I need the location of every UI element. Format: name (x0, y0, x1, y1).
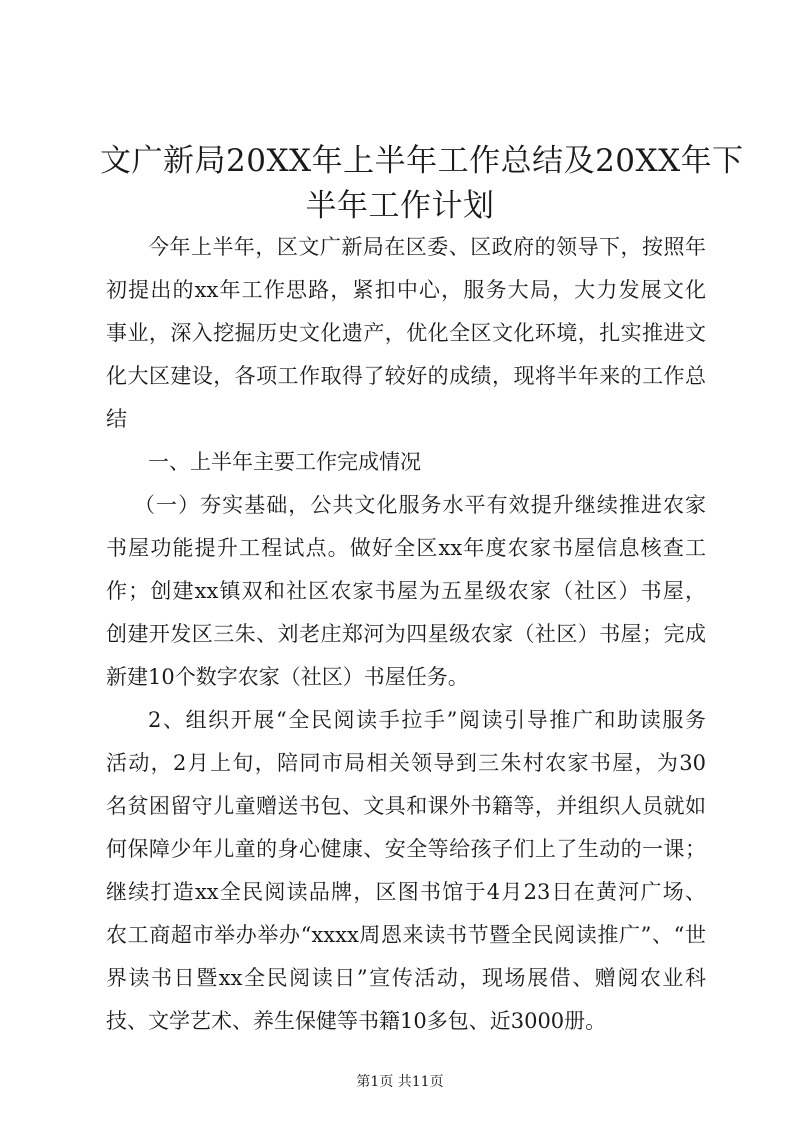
paragraph-line: 活动，2月上旬，陪同市局相关领导到三朱村农家书屋，为30 (106, 751, 706, 775)
page-footer: 第1页 共11页 (356, 1074, 444, 1090)
paragraph-line: 书屋功能提升工程试点。做好全区xx年度农家书屋信息核查工 (106, 536, 706, 560)
paragraph-line: 技、文学艺术、养生保健等书籍10多包、近3000册。 (106, 1009, 607, 1033)
document-title-line-1: 文广新局20XX年上半年工作总结及20XX年下 (100, 143, 744, 179)
intro-line: 初提出的xx年工作思路，紧扣中心，服务大局，大力发展文化 (106, 278, 706, 302)
paragraph-line: 界读书日暨xx全民阅读日”宣传活动，现场展借、赠阅农业科 (106, 966, 706, 990)
paragraph-line: 何保障少年儿童的身心健康、安全等给孩子们上了生动的一课； (106, 837, 706, 861)
paragraph-line: 2、组织开展“全民阅读手拉手”阅读引导推广和助读服务 (148, 708, 706, 732)
paragraph-line: 继续打造xx全民阅读品牌，区图书馆于4月23日在黄河广场、 (106, 880, 706, 904)
paragraph-line: 创建开发区三朱、刘老庄郑河为四星级农家（社区）书屋；完成 (106, 622, 706, 646)
intro-line: 化大区建设，各项工作取得了较好的成绩，现将半年来的工作总 (106, 364, 706, 388)
paragraph-line: （一）夯实基础，公共文化服务水平有效提升继续推进农家 (134, 493, 706, 517)
paragraph-line: 名贫困留守儿童赠送书包、文具和课外书籍等，并组织人员就如 (106, 794, 706, 818)
section-heading: 一、上半年主要工作完成情况 (148, 450, 421, 474)
paragraph-line: 新建10个数字农家（社区）书屋任务。 (106, 665, 469, 689)
paragraph-line: 农工商超市举办举办“xxxx周恩来读书节暨全民阅读推广”、“世 (106, 923, 706, 947)
paragraph-line: 作；创建xx镇双和社区农家书屋为五星级农家（社区）书屋， (106, 579, 706, 603)
intro-line: 事业，深入挖掘历史文化遗产，优化全区文化环境，扎实推进文 (106, 321, 706, 345)
intro-line: 今年上半年，区文广新局在区委、区政府的领导下，按照年 (148, 235, 706, 259)
intro-line: 结 (106, 407, 127, 431)
document-title-line-2: 半年工作计划 (305, 188, 495, 224)
